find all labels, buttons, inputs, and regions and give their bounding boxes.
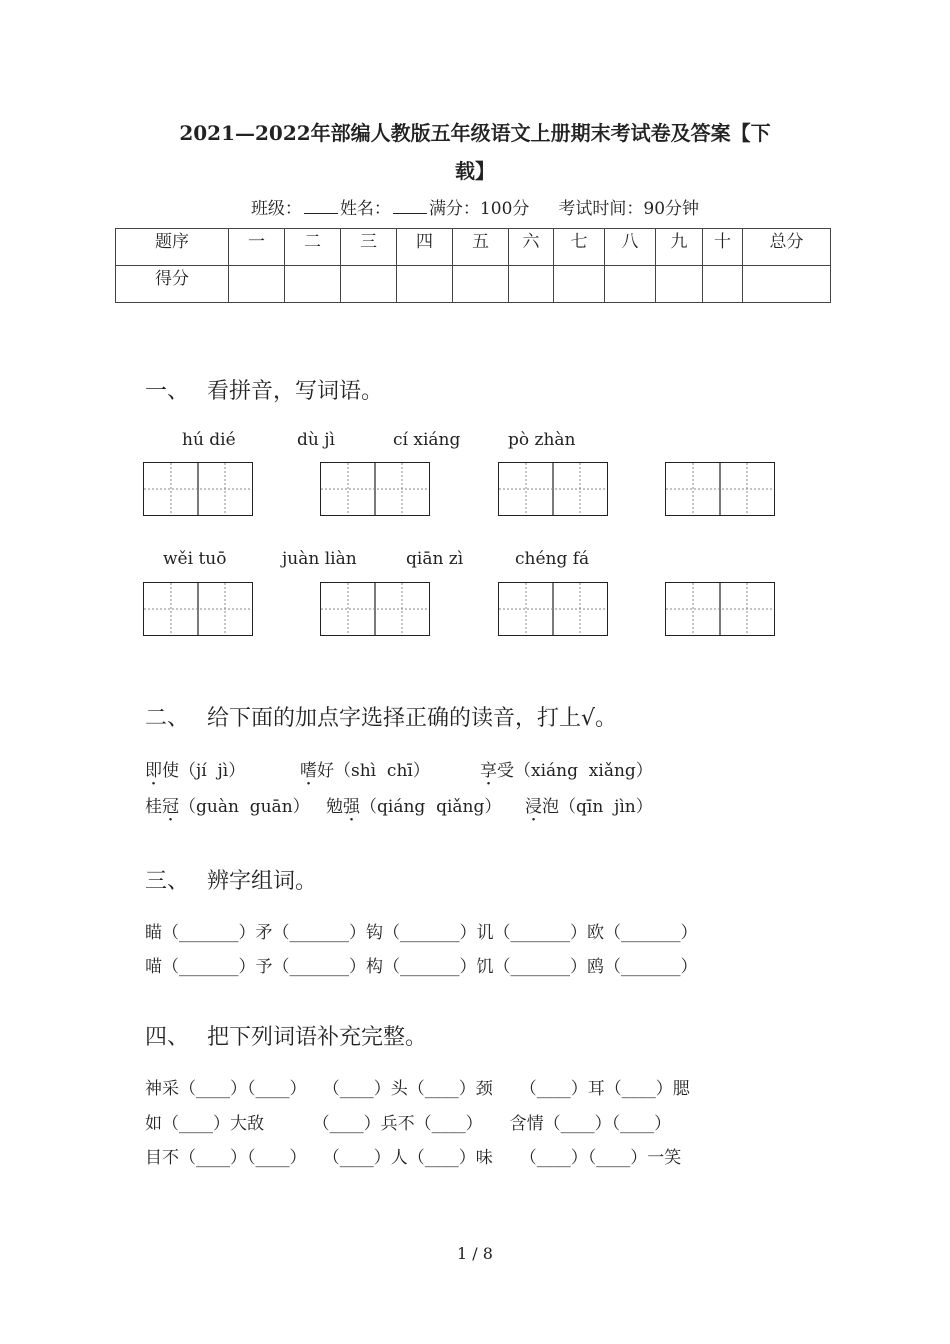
score-cell[interactable]: [509, 266, 554, 303]
item-rest: 好（shì chī）: [317, 761, 430, 781]
writing-box[interactable]: [320, 582, 430, 636]
score-cell[interactable]: [229, 266, 285, 303]
score-entry-row: [116, 266, 831, 303]
writing-box[interactable]: [665, 582, 775, 636]
section-title: 看拼音，写词语。: [207, 379, 384, 404]
idiom-line[interactable]: 神采（____）（____） （____）头（____）颈 （____）耳（____）腮: [145, 1079, 690, 1099]
exam-info: [0, 194, 950, 219]
name-blank[interactable]: [393, 197, 427, 214]
pinyin: wěi tuō: [163, 549, 227, 569]
header-cell: 七: [554, 229, 605, 266]
score-cell[interactable]: [341, 266, 397, 303]
reading-item: [326, 792, 501, 817]
item-prefix: 勉: [326, 797, 343, 817]
class-label: 班级：: [250, 199, 302, 219]
score-cell[interactable]: [605, 266, 656, 303]
section-number: 二、: [145, 706, 190, 731]
item-rest: 泡（qīn jìn）: [542, 797, 653, 817]
reading-item: [480, 756, 653, 781]
section-title: 把下列词语补充完整。: [207, 1025, 428, 1050]
pinyin: dù jì: [297, 430, 335, 450]
score-header-row: [116, 229, 831, 266]
full-score: 满分：100分: [428, 199, 530, 219]
dotted-char: 即: [145, 761, 162, 781]
section-number: 三、: [145, 869, 190, 894]
reading-item: [525, 792, 653, 817]
writing-box[interactable]: [498, 582, 608, 636]
dotted-char: 冠: [162, 797, 179, 817]
header-cell: 二: [285, 229, 341, 266]
doc-title-line1: 2021—2022年部编人教版五年级语文上册期末考试卷及答案【下: [179, 121, 771, 145]
page-number: 1 / 8: [457, 1244, 493, 1263]
pinyin: qiān zì: [406, 549, 464, 569]
header-cell: 八: [605, 229, 656, 266]
idiom-line[interactable]: 目不（____）（____） （____）人（____）味 （____）（____）一笑: [145, 1148, 682, 1168]
header-cell: 三: [341, 229, 397, 266]
score-cell[interactable]: [453, 266, 509, 303]
writing-box[interactable]: [665, 462, 775, 516]
section-number: 一、: [145, 379, 190, 404]
item-rest: （qiáng qiǎng）: [360, 797, 502, 817]
header-cell: 题序: [116, 229, 229, 266]
score-cell[interactable]: [743, 266, 831, 303]
item-rest: （guàn guān）: [179, 797, 310, 817]
word-group-line[interactable]: 瞄（_______）矛（_______）钩（_______）讥（_______）欧（_______）: [145, 923, 698, 943]
item-rest: 受（xiáng xiǎng）: [497, 761, 653, 781]
pinyin: cí xiáng: [393, 430, 461, 450]
item-prefix: 桂: [145, 797, 162, 817]
writing-box[interactable]: [498, 462, 608, 516]
idiom-line[interactable]: 如（____）大敌 （____）兵不（____） 含情（____）（____）: [145, 1114, 672, 1134]
pinyin: chéng fá: [515, 549, 590, 569]
score-cell[interactable]: [703, 266, 743, 303]
header-cell: 六: [509, 229, 554, 266]
doc-title-line2: 载】: [455, 159, 495, 183]
score-table: [115, 228, 831, 303]
header-cell: 总分: [743, 229, 831, 266]
writing-box[interactable]: [320, 462, 430, 516]
exam-time: 考试时间：90分钟: [558, 199, 700, 219]
section-title: 给下面的加点字选择正确的读音，打上√。: [207, 706, 618, 731]
section2-heading: [145, 701, 617, 732]
reading-item: [300, 756, 430, 781]
pinyin: juàn liàn: [282, 549, 357, 569]
section3-heading: [145, 864, 317, 895]
header-cell: 五: [453, 229, 509, 266]
section4-heading: [145, 1020, 427, 1051]
score-cell[interactable]: [285, 266, 341, 303]
word-group-line[interactable]: 喵（_______）予（_______）构（_______）饥（_______）鸥（_______）: [145, 957, 698, 977]
reading-item: [145, 756, 245, 781]
pinyin: hú dié: [182, 430, 236, 450]
section-number: 四、: [145, 1025, 190, 1050]
dotted-char: 享: [480, 761, 497, 781]
item-rest: 使（jí jì）: [162, 761, 246, 781]
pinyin: pò zhàn: [508, 430, 576, 450]
score-cell[interactable]: [397, 266, 453, 303]
dotted-char: 强: [343, 797, 360, 817]
row-label: 得分: [116, 266, 229, 303]
dotted-char: 浸: [525, 797, 542, 817]
name-label: 姓名：: [339, 199, 391, 219]
dotted-char: 嗜: [300, 761, 317, 781]
writing-box[interactable]: [143, 582, 253, 636]
section-title: 辨字组词。: [207, 869, 318, 894]
score-cell[interactable]: [656, 266, 703, 303]
header-cell: 四: [397, 229, 453, 266]
writing-box[interactable]: [143, 462, 253, 516]
header-cell: 九: [656, 229, 703, 266]
class-blank[interactable]: [304, 197, 338, 214]
reading-item: [145, 792, 310, 817]
score-cell[interactable]: [554, 266, 605, 303]
header-cell: 一: [229, 229, 285, 266]
header-cell: 十: [703, 229, 743, 266]
section1-heading: [145, 374, 383, 405]
